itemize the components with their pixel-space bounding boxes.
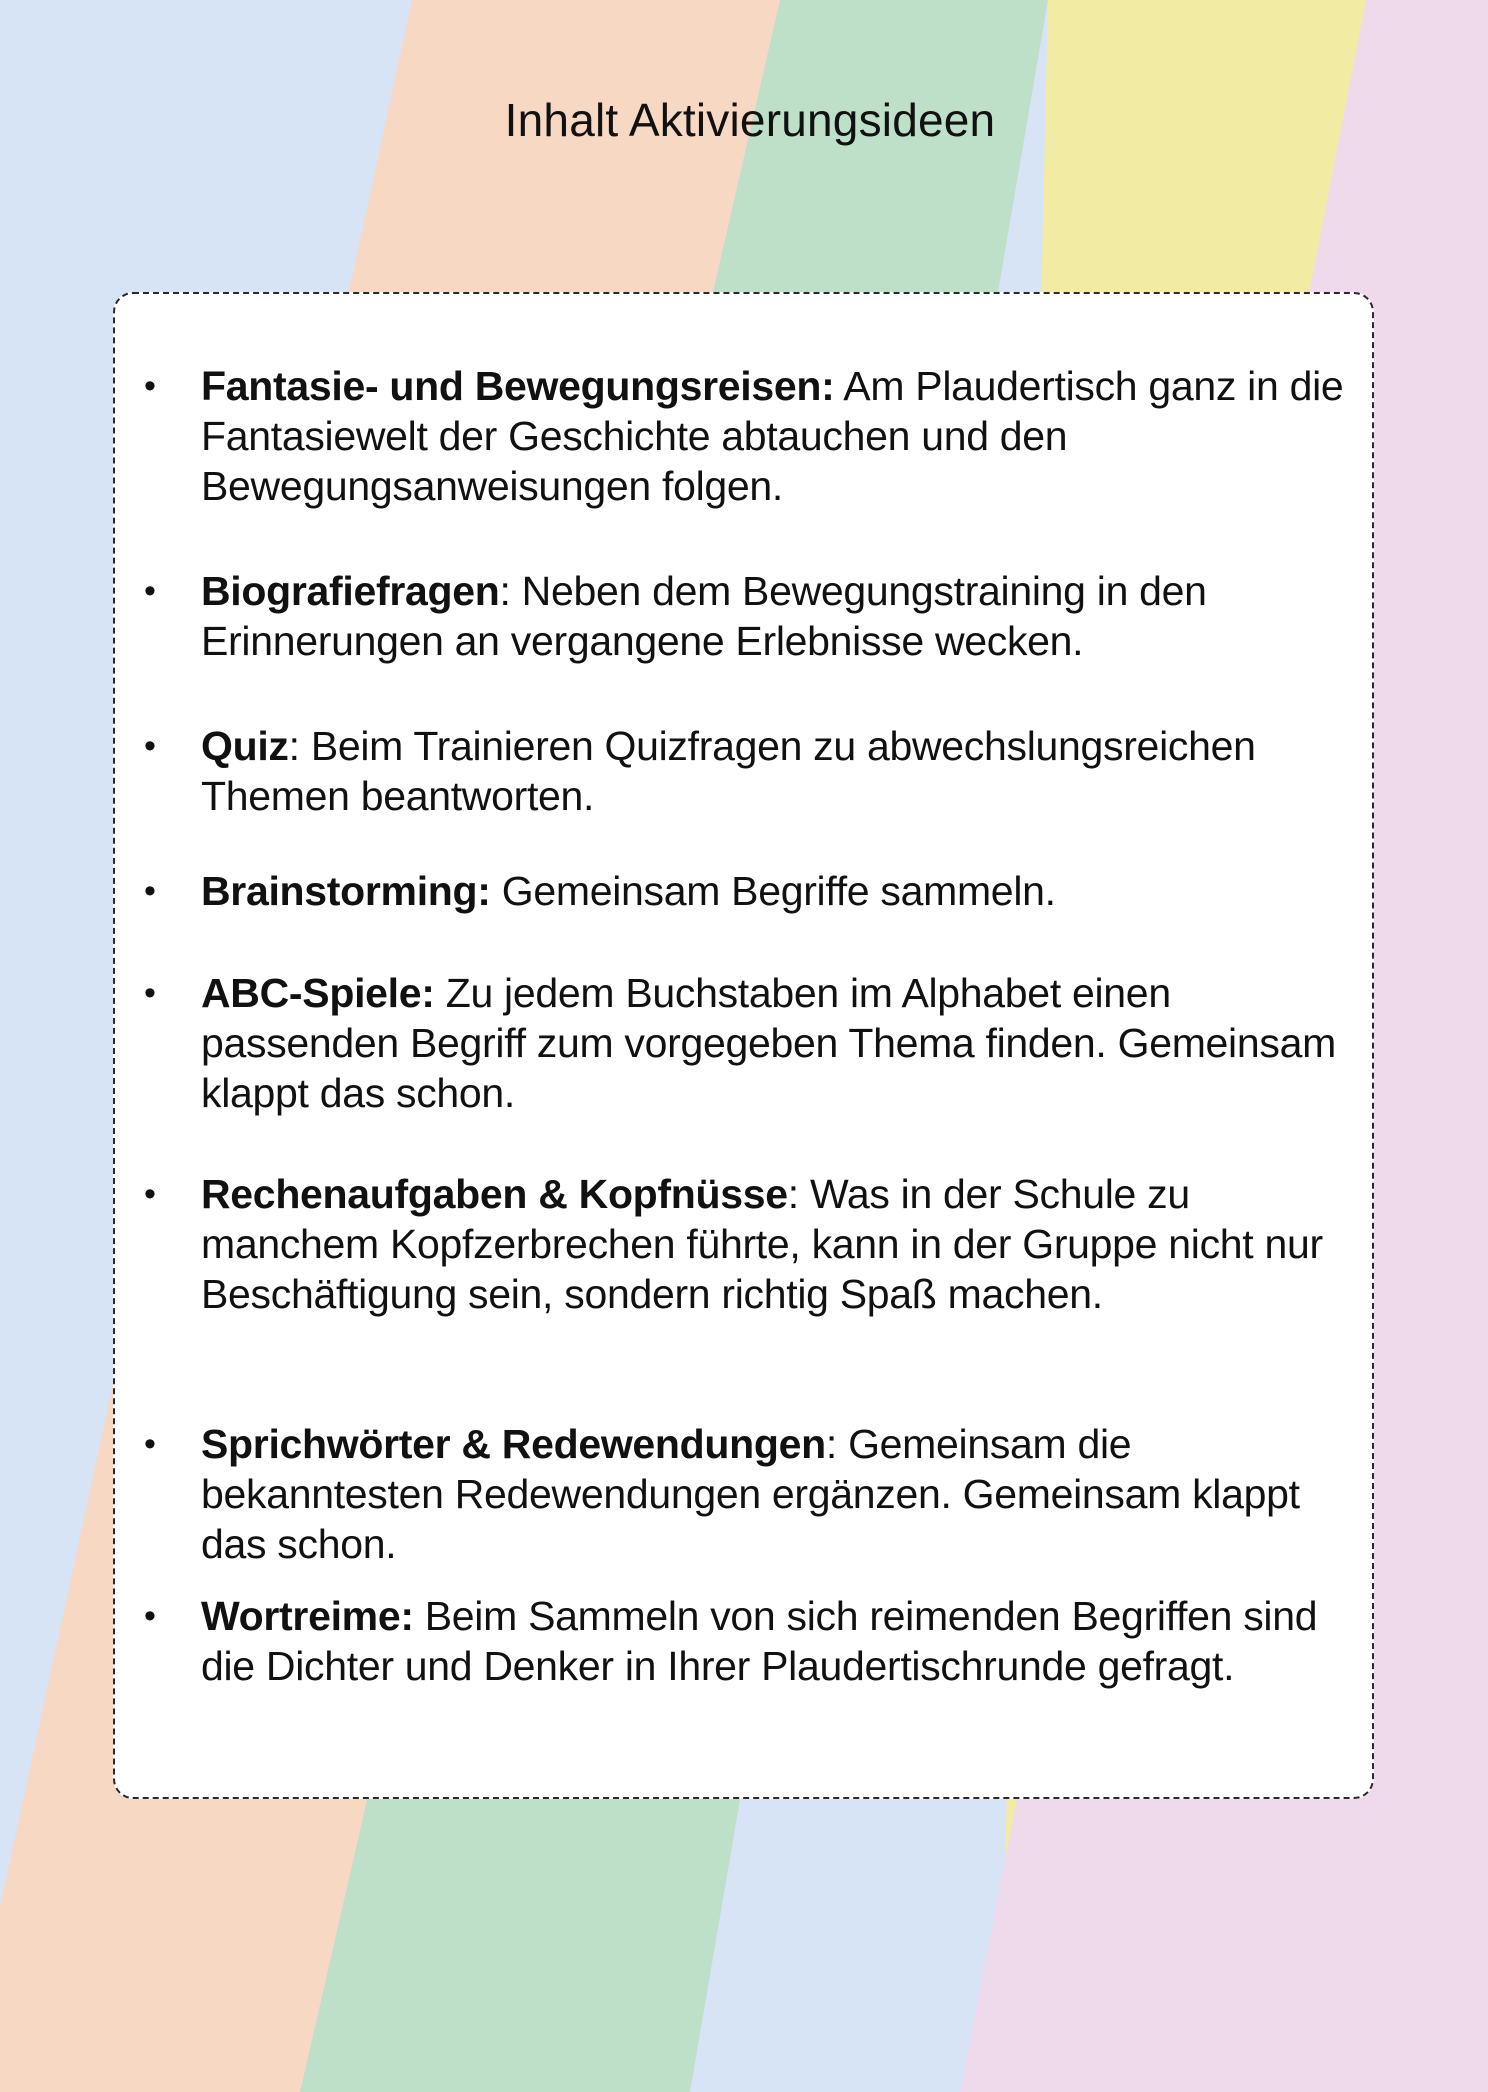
- list-item: [144, 1419, 1361, 1569]
- bullet-icon: •: [144, 727, 156, 765]
- item-description: Gemeinsam Begriffe sammeln.: [490, 868, 1056, 914]
- list-item: [144, 1169, 1361, 1319]
- item-description: Am Plaudertisch ganz in die Fantasiewelt der Geschichte abtauchen und den Bewegungsanweisungen folgen.: [201, 363, 1344, 509]
- item-term: Fantasie- und Bewegungsreisen:: [201, 363, 835, 409]
- item-description: : Beim Trainieren Quizfragen zu abwechslungsreichen Themen beantworten.: [201, 723, 1256, 819]
- item-term: Rechenaufgaben & Kopfnüsse: [201, 1171, 788, 1217]
- item-description: Zu jedem Buchstaben im Alphabet einen passenden Begriff zum vorgegeben Thema finden. Gemeinsam klappt das schon.: [201, 970, 1336, 1116]
- page-title: Inhalt Aktivierungsideen: [504, 94, 996, 146]
- list-item: [144, 721, 1361, 821]
- list-item: [144, 1591, 1361, 1691]
- bullet-icon: •: [144, 1175, 156, 1213]
- item-description: Beim Sammeln von sich reimenden Begriffen sind die Dichter und Denker in Ihrer Plaudertischrunde gefragt.: [201, 1593, 1318, 1689]
- item-description: : Neben dem Bewegungstraining in den Erinnerungen an vergangene Erlebnisse wecken.: [201, 568, 1207, 664]
- bullet-icon: •: [144, 572, 156, 610]
- bullet-icon: •: [144, 872, 156, 910]
- list-item: [144, 968, 1361, 1118]
- bullet-icon: •: [144, 1597, 156, 1635]
- content-card: [113, 292, 1374, 1799]
- bullet-icon: •: [144, 367, 156, 405]
- item-term: ABC-Spiele:: [201, 970, 435, 1016]
- bullet-icon: •: [144, 974, 156, 1012]
- item-term: Brainstorming:: [201, 868, 491, 914]
- item-term: Wortreime:: [201, 1593, 414, 1639]
- list-item: [144, 866, 1361, 916]
- item-description: : Gemeinsam die bekanntesten Redewendungen ergänzen. Gemeinsam klappt das schon.: [201, 1421, 1300, 1567]
- bullet-icon: •: [144, 1425, 156, 1463]
- list-item: [144, 361, 1361, 511]
- item-term: Biografiefragen: [201, 568, 500, 614]
- item-term: Sprichwörter & Redewendungen: [201, 1421, 826, 1467]
- item-term: Quiz: [201, 723, 289, 769]
- list-item: [144, 566, 1361, 666]
- item-description: : Was in der Schule zu manchem Kopfzerbrechen führte, kann in der Gruppe nicht nur Beschäftigung sein, sondern richtig Spaß machen.: [201, 1171, 1323, 1317]
